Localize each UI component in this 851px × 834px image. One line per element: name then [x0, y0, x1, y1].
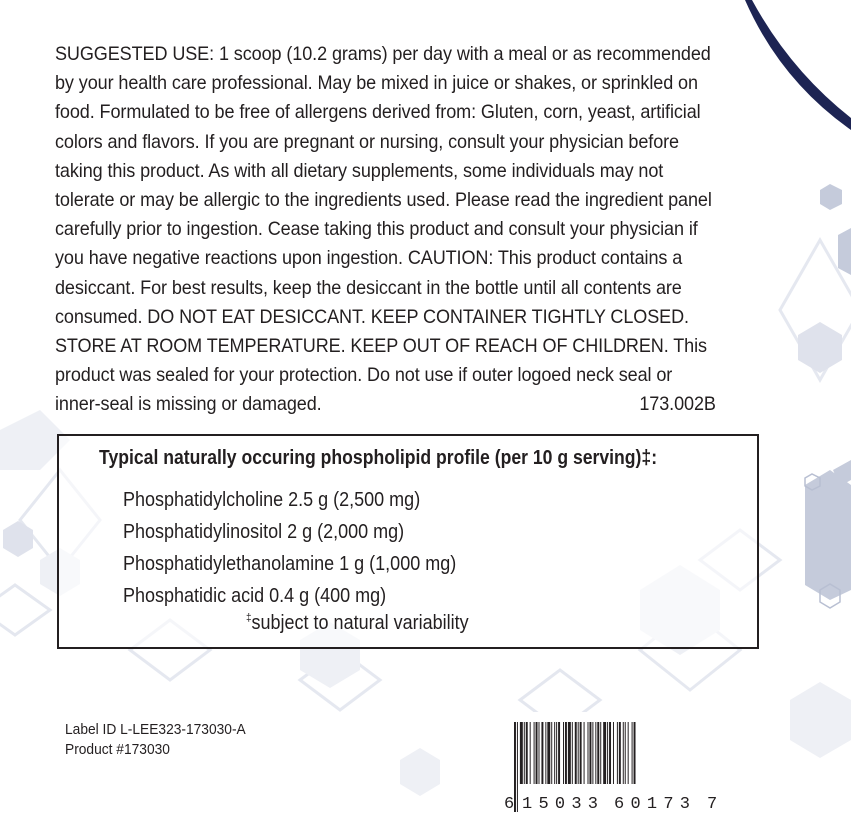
barcode-bar	[632, 722, 633, 784]
barcode-bar	[520, 722, 523, 784]
suggested-use-text	[55, 40, 716, 420]
barcode-left-digits: 15033	[522, 795, 598, 812]
usage-line: SUGGESTED USE: 1 scoop (10.2 grams) per day with a meal or as recommended	[55, 44, 711, 65]
usage-line: consumed. DO NOT EAT DESICCANT. KEEP CONTAINER TIGHTLY CLOSED.	[55, 306, 689, 328]
barcode-bar	[554, 722, 555, 784]
barcode-bar	[613, 722, 614, 784]
usage-line: by your health care professional. May be mixed in juice or shakes, or sprinkled on	[55, 73, 698, 95]
barcode-bar	[625, 722, 626, 784]
usage-line: you have negative reactions upon ingestion. CAUTION: This product contains a	[55, 248, 683, 270]
barcode-bar	[597, 722, 599, 784]
barcode-bar	[619, 722, 621, 784]
barcode-bar	[588, 722, 589, 784]
barcode-bar	[514, 722, 516, 812]
product-number: Product #173030	[65, 742, 170, 758]
barcode-bar	[530, 722, 531, 784]
usage-line: inner-seal is missing or damaged.	[55, 394, 322, 416]
usage-line: tolerate or may be allergic to the ingredients used. Please read the ingredient panel	[55, 190, 712, 212]
barcode-bar	[558, 722, 560, 784]
barcode-bar	[547, 722, 550, 784]
barcode-bar	[603, 722, 606, 784]
barcode-bar	[556, 722, 557, 784]
profile-title: Typical naturally occuring phospholipid profile (per 10 g serving)‡:	[99, 447, 658, 469]
profile-item: Phosphatidylethanolamine 1 g (1,000 mg)	[123, 553, 457, 575]
barcode-bar	[607, 722, 608, 784]
barcode-bar	[568, 722, 571, 784]
usage-line: taking this product. As with all dietary supplements, some individuals may not	[55, 160, 664, 182]
footnote-text: subject to natural variability	[251, 612, 469, 634]
usage-line: colors and flavors. If you are pregnant or nursing, consult your physician before	[55, 131, 680, 153]
usage-line: food. Formulated to be free of allergens derived from: Gluten, corn, yeast, artificial	[55, 102, 701, 124]
profile-item: Phosphatidylcholine 2.5 g (2,500 mg)	[123, 489, 421, 511]
profile-item: Phosphatidic acid 0.4 g (400 mg)	[123, 585, 387, 607]
barcode-graphic	[500, 722, 720, 812]
barcode-bar	[589, 722, 591, 784]
label-id: Label ID L-LEE323-173030-A	[65, 722, 246, 738]
barcode-bar	[536, 722, 538, 784]
usage-line: desiccant. For best results, keep the desiccant in the bottle until all contents are	[55, 277, 682, 299]
barcode-leading-digit: 6	[504, 795, 515, 812]
usage-line: product was sealed for your protection. Do not use if outer logoed neck seal or	[55, 365, 673, 387]
barcode-bar	[592, 722, 593, 784]
label-code: 173.002B	[639, 394, 716, 416]
barcode-bar	[617, 722, 618, 784]
barcode-bar	[572, 722, 573, 784]
barcode-bar	[623, 722, 624, 784]
barcode-bar	[595, 722, 596, 784]
barcode-check-digit: 7	[707, 795, 718, 812]
barcode-bar	[539, 722, 540, 784]
usage-line: carefully prior to ingestion. Cease taking this product and consult your physician if	[55, 219, 698, 241]
barcode-bar	[600, 722, 601, 784]
usage-line: STORE AT ROOM TEMPERATURE. KEEP OUT OF REACH OF CHILDREN. This	[55, 336, 707, 358]
footnote	[246, 612, 469, 635]
barcode-bar	[517, 722, 518, 812]
barcode-bar	[541, 722, 543, 784]
barcode-bar	[534, 722, 535, 784]
profile-item: Phosphatidylinositol 2 g (2,000 mg)	[123, 521, 405, 543]
barcode-bar	[584, 722, 585, 784]
barcode-bar	[524, 722, 525, 784]
barcode-bar	[609, 722, 611, 784]
barcode-bar	[563, 722, 564, 784]
profile-list	[123, 484, 493, 612]
barcode-bar	[545, 722, 546, 784]
barcode	[478, 712, 740, 812]
usage-last-line	[55, 390, 716, 419]
phospholipid-profile-box	[57, 434, 759, 649]
barcode-right-digits: 60173	[614, 795, 690, 812]
footnote-mark: ‡	[246, 612, 252, 624]
barcode-bar	[565, 722, 567, 784]
barcode-bar	[526, 722, 528, 784]
barcode-bar	[628, 722, 629, 784]
barcode-bar	[551, 722, 552, 784]
label-info	[65, 720, 246, 760]
